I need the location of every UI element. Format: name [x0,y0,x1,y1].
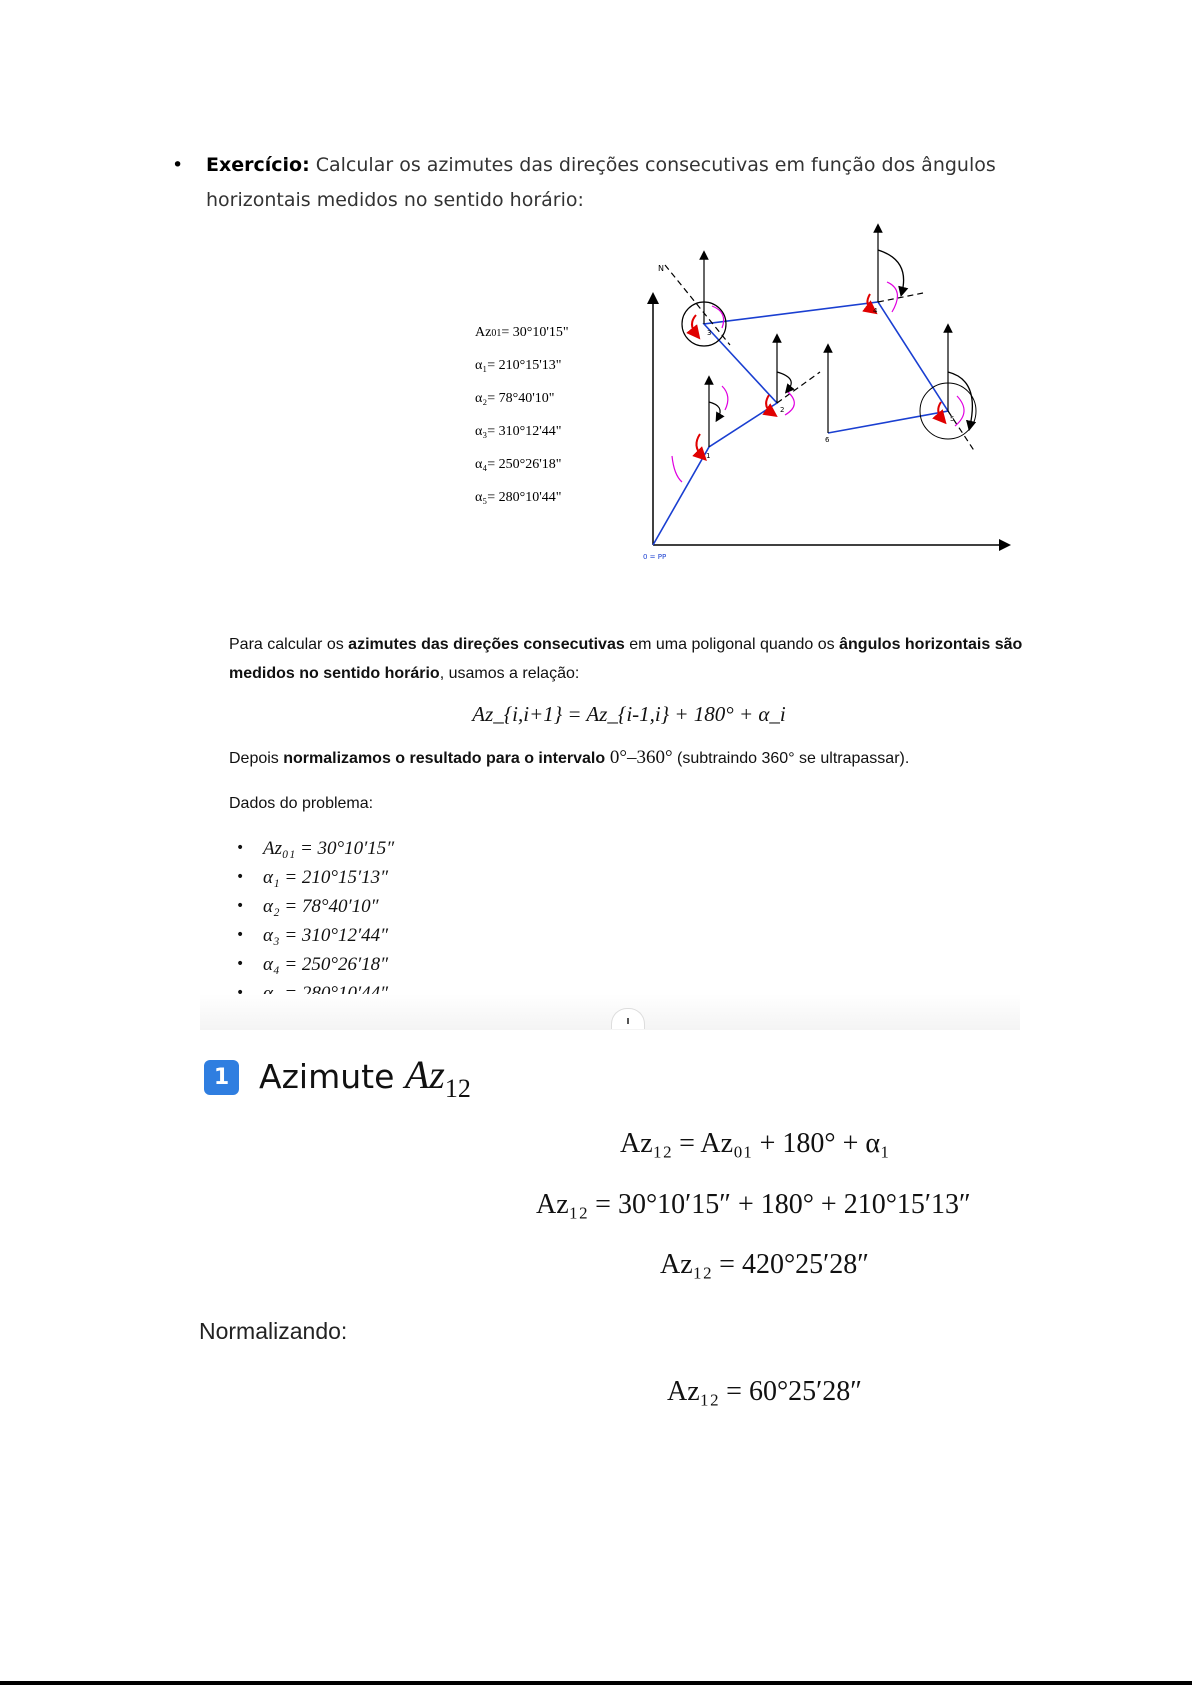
equation-4: Az₁₂ = 60°25′28″ [667,1376,862,1407]
station-6: 6 [825,436,830,444]
station-4: 4 [873,307,878,315]
exercise-statement [172,148,1012,218]
traverse-diagram [460,220,1020,565]
exercise-text [206,148,1012,218]
list-item: • α₂ = 78°40′10″ [229,892,1029,921]
normalizando-label: Normalizando: [199,1318,348,1344]
station-3: 3 [707,329,712,337]
bullet: • [172,154,184,176]
station-2: 2 [780,406,785,414]
origin-label: 0 = PP [643,553,667,561]
section-heading [204,1052,471,1102]
equation-1: Az₁₂ = Az₀₁ + 180° + α₁ [620,1128,890,1159]
north-label: N [658,264,664,273]
scroll-fade [200,994,1020,1030]
normalize-note: Depois normalizamos o resultado para o intervalo 0°–360° (subtraindo 360° se ultrapassar). [229,747,910,768]
list-item: • Az₀₁ = 30°10′15″ [229,834,1029,863]
given-alpha1: α₁= 210°15'13" [475,358,562,373]
station-5: 5 [950,415,955,423]
list-item: • α₃ = 310°12′44″ [229,921,1029,950]
dados-list [229,834,1029,1008]
list-item: • α₄ = 250°26′18″ [229,950,1029,979]
answer-block [229,630,1029,1008]
section-number-badge: 1 [204,1060,239,1095]
traverse-svg [460,220,1020,565]
given-alpha3: α₃= 310°12'44" [475,424,562,439]
answer-intro: Para calcular os azimutes das direções consecutivas em uma poligonal quando os ângulos horizontais são medidos no sentido horário, usamos a relação: [229,636,1023,682]
traverse-line [653,302,948,545]
exercise-label: Exercício: [206,154,310,176]
given-az01: Az01= 30°10'15" [475,325,569,340]
given-alpha2: α₂= 78°40'10" [475,391,555,406]
section-title: Azimute $Az_{12}$ [259,1051,471,1103]
equation-3: Az₁₂ = 420°25′28″ [660,1249,869,1280]
given-alpha5: α₅= 280°10'44" [475,490,562,505]
bottom-rule [0,1681,1192,1685]
relation-formula: Az_{i,i+1} = Az_{i-1,i} + 180° + α_i [472,702,786,726]
given-alpha4: α₄= 250°26'18" [475,457,562,472]
equation-2: Az₁₂ = 30°10′15″ + 180° + 210°15′13″ [536,1189,971,1220]
list-item: • α₁ = 210°15′13″ [229,863,1029,892]
station-1: 1 [706,452,711,460]
dados-label: Dados do problema: [229,795,374,812]
exercise-body: Calcular os azimutes das direções consecutivas em função dos ângulos horizontais medidos no sentido horário: [206,154,996,211]
